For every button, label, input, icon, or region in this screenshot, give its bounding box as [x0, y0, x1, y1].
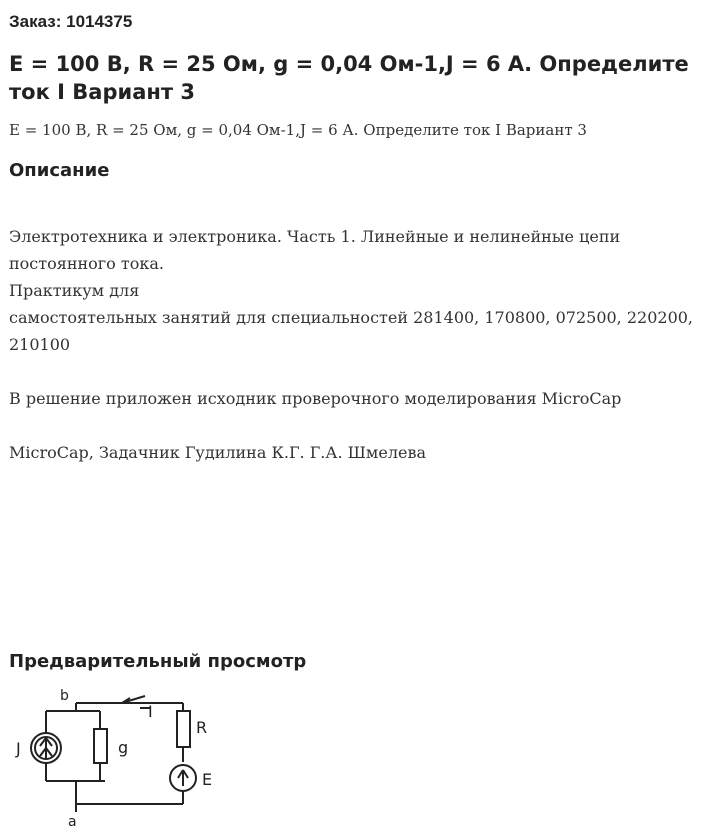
label-source-e: E: [202, 770, 213, 789]
circuit-diagram: [10, 686, 260, 836]
description-line: Практикум для: [9, 281, 140, 300]
label-source-j: J: [16, 739, 21, 758]
page-title: E = 100 B, R = 25 Ом, g = 0,04 Ом-1,J = 6 А. Определите ток I Вариант 3: [9, 52, 689, 104]
description-heading: Описание: [9, 160, 110, 181]
description-line: Электротехника и электроника. Часть 1. Линейные и нелинейные цепи постоянного тока.: [9, 227, 621, 273]
description-line: самостоятельных занятий для специальностей 281400, 170800, 072500, 220200, 210100: [9, 308, 694, 354]
label-resistor: R: [196, 718, 208, 737]
circuit-preview-image: [10, 686, 260, 836]
label-node-a: a: [68, 814, 77, 830]
order-number: Заказ: 1014375: [9, 12, 133, 31]
label-conductance: g: [118, 738, 129, 757]
paragraph-gap: [9, 412, 694, 439]
conductance-g: [94, 729, 107, 763]
task-subtitle: E = 100 B, R = 25 Ом, g = 0,04 Ом-1,J = 6 А. Определите ток I Вариант 3: [9, 121, 587, 139]
description-line: В решение приложен исходник проверочного моделирования MicroCap: [9, 389, 622, 408]
resistor-r: [177, 711, 190, 747]
label-node-b: b: [60, 688, 69, 704]
label-current: I: [148, 702, 153, 721]
preview-heading: Предварительный просмотр: [9, 651, 307, 672]
description-line: MicroCap, Задачник Гудилина К.Г. Г.А. Шмелева: [9, 443, 427, 462]
description-body: [9, 223, 694, 466]
paragraph-gap: [9, 358, 694, 385]
